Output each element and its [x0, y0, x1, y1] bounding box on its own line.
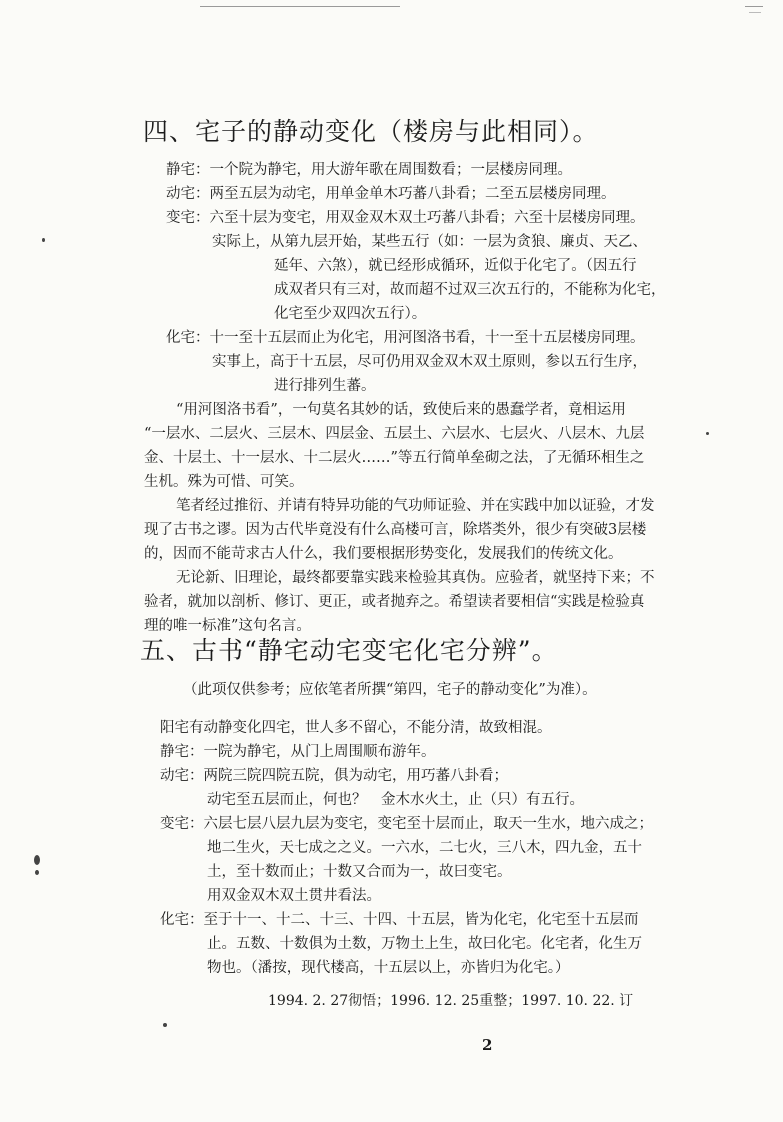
s5-line-bianzhai: 变宅：六层七层八层九层为变宅，变宅至十层而止，取天一生水，地六成之； — [160, 816, 653, 832]
scan-speck — [34, 855, 40, 865]
s4-para2-line3: 的，因而不能苛求古人什么，我们要根据形势变化，发展我们的传统文化。 — [144, 546, 623, 562]
s4-line-huazhai: 化宅：十一至十五层而止为化宅，用河图洛书看，十一至十五层楼房同理。 — [166, 330, 645, 346]
s4-para3-line1: 无论新、旧理论，最终都要靠实践来检验其真伪。应验者，就坚持下来；不 — [176, 570, 655, 586]
s4-para1-line3: 金、十层土、十一层水、十二层火……”等五行简单垒砌之法，了无循环相生之 — [144, 450, 645, 466]
date-signature: 1994. 2. 27彻悟；1996. 12. 25重整；1997. 10. 22. 订 — [268, 993, 634, 1009]
s4-para3-line2: 验者，就加以剖析、修订、更正，或者抛弃之。希望读者要相信“实践是检验真 — [144, 594, 645, 610]
s4-line-bianzhai-detail-1: 实际上，从第九层开始，某些五行（如：一层为贪狼、廉贞、天乙、 — [212, 234, 647, 250]
s4-para1-line4: 生机。殊为可惜、可笑。 — [144, 474, 304, 490]
s4-line-huazhai-detail-2: 进行排列生蕃。 — [274, 378, 376, 394]
s4-para3-line3: 理的唯一标准”这句名言。 — [144, 618, 311, 634]
s4-para2-line2: 现了古书之谬。因为古代毕竟没有什么高楼可言，除塔类外，很少有突破3层楼 — [144, 522, 647, 538]
s4-line-bianzhai: 变宅：六至十层为变宅，用双金双木双土巧蕃八卦看；六至十层楼房同理。 — [166, 210, 645, 226]
s4-para1-line2: “一层水、二层火、三层木、四层金、五层土、六层水、七层火、八层木、九层 — [144, 426, 645, 442]
scan-speck — [35, 870, 39, 875]
s5-line-jingzhai: 静宅：一院为静宅，从门上周围顺布游年。 — [160, 744, 436, 760]
s5-line-bianzhai-detail-3: 用双金双木双土贯井看法。 — [207, 888, 381, 904]
s5-line-intro: 阳宅有动静变化四宅，世人多不留心，不能分清，故致相混。 — [160, 720, 552, 736]
s4-line-bianzhai-detail-3: 成双者只有三对，故而超不过双三次五行的，不能称为化宅， — [274, 282, 666, 298]
s4-line-huazhai-detail-1: 实事上，高于十五层，尽可仍用双金双木双土原则，参以五行生序， — [212, 354, 647, 370]
s5-line-huazhai-detail-2: 物也。（潘按，现代楼高，十五层以上，亦皆归为化宅。） — [207, 960, 570, 976]
s4-line-jingzhai: 静宅：一个院为静宅，用大游年歌在周围数看；一层楼房同理。 — [166, 162, 572, 178]
page-number: 2 — [482, 1036, 493, 1054]
s5-line-dongzhai-detail: 动宅至五层而止，何也？ 金木水火土，止（只）有五行。 — [207, 792, 584, 808]
s4-para2-line1: 笔者经过推衍、并请有特异功能的气功师证验、并在实践中加以证验，才发 — [176, 498, 655, 514]
scan-speck — [706, 432, 709, 435]
s5-line-bianzhai-detail-2: 土，至十数而止；十数又合而为一，故曰变宅。 — [207, 864, 512, 880]
section-4-title: 四、宅子的静动变化（楼房与此相同）。 — [143, 117, 599, 146]
section-5-title: 五、古书“静宅动宅变宅化宅分辨”。 — [140, 636, 558, 665]
s5-line-huazhai: 化宅：至于十一、十二、十三、十四、十五层，皆为化宅，化宅至十五层而 — [160, 912, 639, 928]
s4-para1-line1: “用河图洛书看”，一句莫名其妙的话，致使后来的愚蠢学者，竟相运用 — [176, 402, 626, 418]
s5-line-dongzhai: 动宅：两院三院四院五院，俱为动宅，用巧蕃八卦看； — [160, 768, 508, 784]
header-rule — [200, 6, 400, 7]
s4-line-bianzhai-detail-2: 延年、六煞），就已经形成循环，近似于化宅了。（因五行 — [274, 258, 637, 274]
s5-line-bianzhai-detail-1: 地二生火，天七成之之义。一六水，二七火，三八木，四九金，五十 — [207, 840, 642, 856]
scan-speck — [42, 238, 45, 242]
s4-line-dongzhai: 动宅：两至五层为动宅，用单金单木巧蕃八卦看；二至五层楼房同理。 — [166, 186, 616, 202]
section-5-note: （此项仅供参考；应依笔者所撰“第四，宅子的静动变化”为准）。 — [183, 682, 597, 698]
scan-speck — [163, 1023, 167, 1027]
s4-line-bianzhai-detail-4: 化宅至少双四次五行）。 — [274, 306, 427, 322]
s5-line-huazhai-detail-1: 止。五数、十数俱为土数，万物土上生，故曰化宅。化宅者，化生万 — [207, 936, 642, 952]
corner-mark-2 — [749, 12, 761, 13]
corner-mark — [745, 6, 763, 7]
